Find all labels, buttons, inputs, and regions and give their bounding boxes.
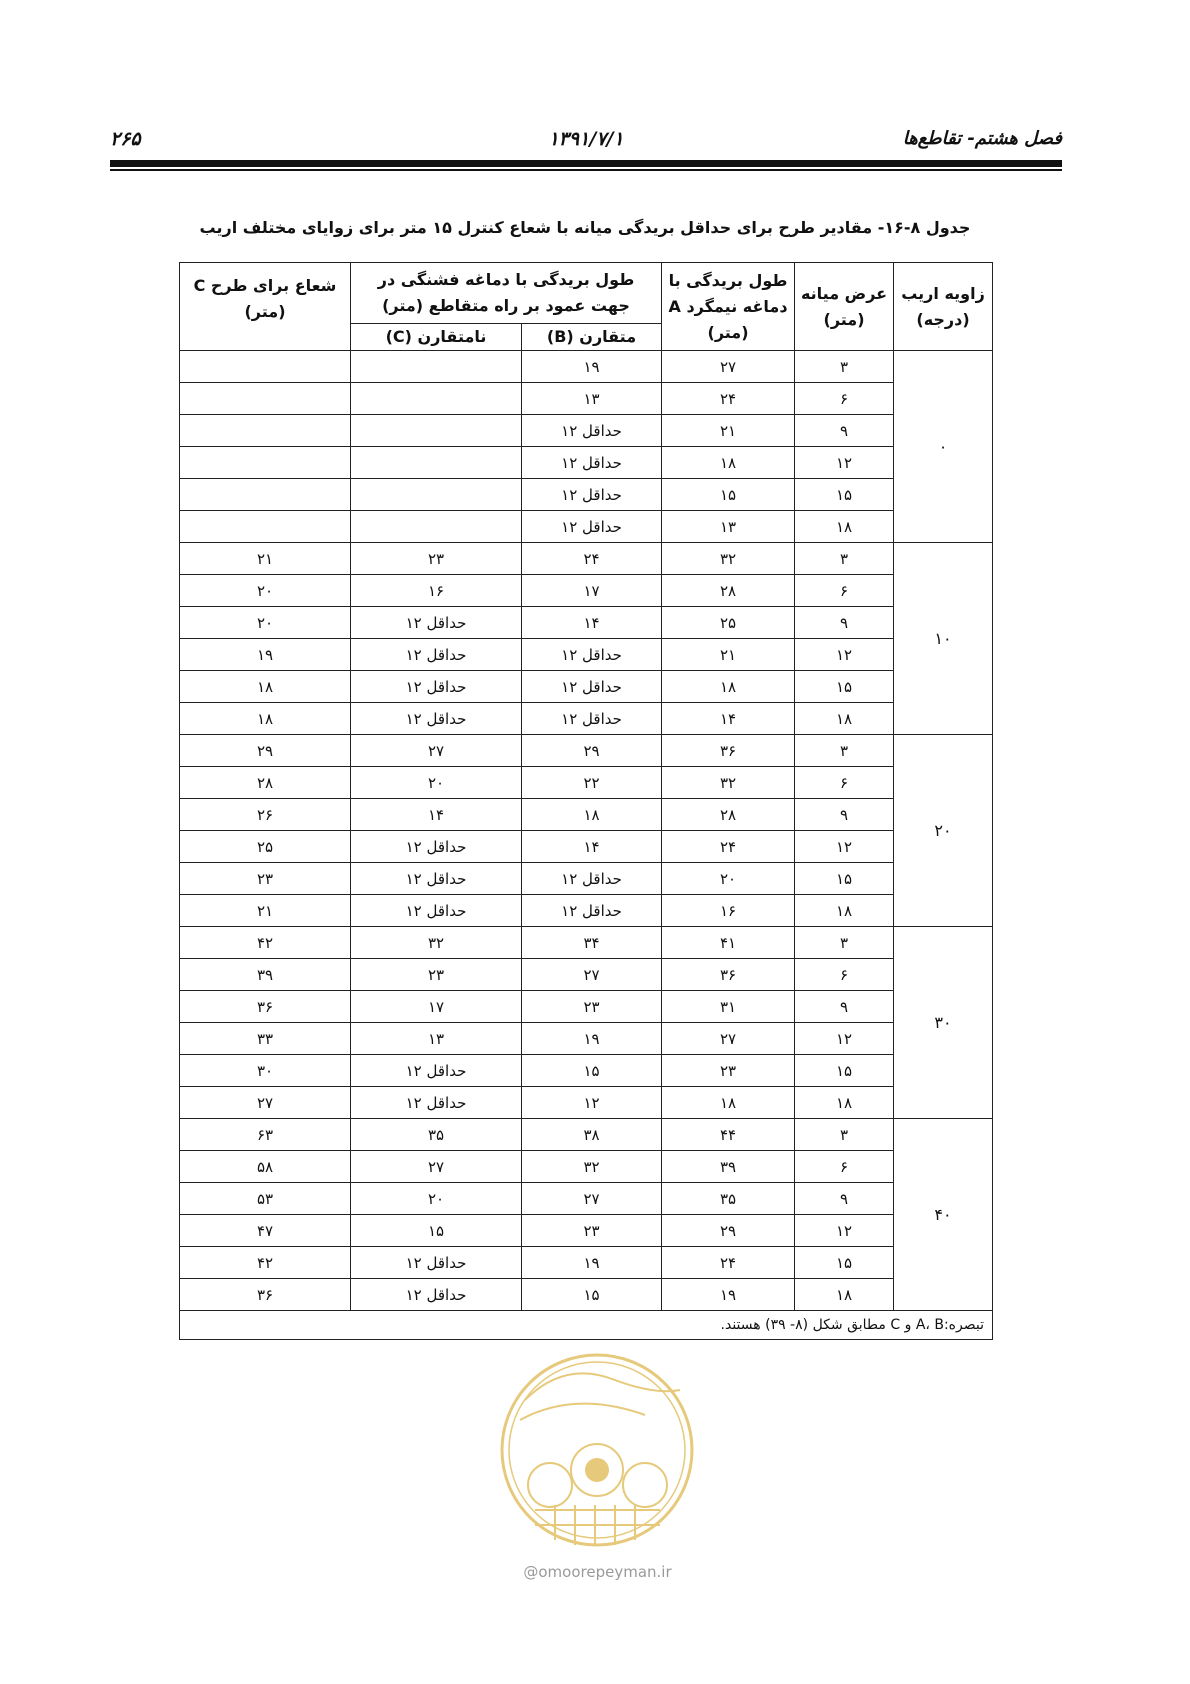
- median-width-cell: ۳: [795, 735, 894, 767]
- radius-c-cell: ۲۱: [180, 895, 351, 927]
- symmetric-b-cell: ۲۴: [522, 543, 662, 575]
- length-a-cell: ۲۳: [662, 1055, 795, 1087]
- symmetric-b-cell: ۱۴: [522, 831, 662, 863]
- asymmetric-c-cell: [351, 479, 522, 511]
- length-a-cell: ۳۶: [662, 735, 795, 767]
- skew-angle-cell: ۲۰: [894, 735, 993, 927]
- table-row: [180, 1087, 993, 1119]
- asymmetric-c-cell: حداقل ۱۲: [351, 1055, 522, 1087]
- symmetric-b-cell: حداقل ۱۲: [522, 415, 662, 447]
- table-note: تبصره:A، B و C مطابق شکل (۸- ۳۹) هستند.: [180, 1311, 993, 1340]
- median-width-cell: ۳: [795, 1119, 894, 1151]
- radius-c-cell: ۴۲: [180, 1247, 351, 1279]
- symmetric-b-cell: حداقل ۱۲: [522, 703, 662, 735]
- asymmetric-c-cell: حداقل ۱۲: [351, 703, 522, 735]
- header-length-a-unit: (متر): [707, 322, 749, 342]
- table-row: [180, 351, 993, 383]
- header-length-bullet: طول بریدگی با دماغه فشنگی در جهت عمود بر راه متقاطع (متر): [351, 263, 662, 324]
- radius-c-cell: ۲۸: [180, 767, 351, 799]
- table-row: [180, 383, 993, 415]
- median-width-cell: ۱۵: [795, 1055, 894, 1087]
- chapter-title: فصل هشتم- تقاطع‌ها: [902, 128, 1062, 149]
- page-header: [110, 128, 1062, 158]
- radius-c-cell: ۳۰: [180, 1055, 351, 1087]
- table-row: [180, 543, 993, 575]
- table-row: [180, 415, 993, 447]
- table-row: [180, 479, 993, 511]
- radius-c-cell: ۱۹: [180, 639, 351, 671]
- length-a-cell: ۳۱: [662, 991, 795, 1023]
- median-width-cell: ۱۵: [795, 479, 894, 511]
- symmetric-b-cell: حداقل ۱۲: [522, 639, 662, 671]
- median-width-cell: ۶: [795, 767, 894, 799]
- radius-c-cell: ۳۳: [180, 1023, 351, 1055]
- length-a-cell: ۲۵: [662, 607, 795, 639]
- asymmetric-c-cell: حداقل ۱۲: [351, 671, 522, 703]
- table-row: [180, 1119, 993, 1151]
- radius-c-cell: [180, 383, 351, 415]
- header-length-a-line2: دماغه نیمگرد A: [668, 296, 788, 316]
- length-a-cell: ۳۶: [662, 959, 795, 991]
- header-symmetric: متقارن (B): [522, 324, 662, 351]
- symmetric-b-cell: ۱۹: [522, 351, 662, 383]
- header-skew-angle-label: زاویه اریب: [901, 283, 985, 303]
- median-width-cell: ۳: [795, 543, 894, 575]
- length-a-cell: ۲۸: [662, 799, 795, 831]
- table-row: [180, 1183, 993, 1215]
- median-width-cell: ۶: [795, 383, 894, 415]
- table-row: [180, 799, 993, 831]
- median-width-cell: ۶: [795, 575, 894, 607]
- asymmetric-c-cell: ۱۳: [351, 1023, 522, 1055]
- symmetric-b-cell: حداقل ۱۲: [522, 863, 662, 895]
- length-a-cell: ۲۰: [662, 863, 795, 895]
- asymmetric-c-cell: ۳۲: [351, 927, 522, 959]
- symmetric-b-cell: ۱۹: [522, 1247, 662, 1279]
- table-row: [180, 1215, 993, 1247]
- symmetric-b-cell: ۲۲: [522, 767, 662, 799]
- symmetric-b-cell: ۱۸: [522, 799, 662, 831]
- median-width-cell: ۱۲: [795, 639, 894, 671]
- asymmetric-c-cell: حداقل ۱۲: [351, 895, 522, 927]
- length-a-cell: ۳۲: [662, 543, 795, 575]
- radius-c-cell: [180, 479, 351, 511]
- length-a-cell: ۲۹: [662, 1215, 795, 1247]
- median-width-cell: ۱۲: [795, 447, 894, 479]
- symmetric-b-cell: ۱۷: [522, 575, 662, 607]
- symmetric-b-cell: ۳۸: [522, 1119, 662, 1151]
- symmetric-b-cell: ۱۳: [522, 383, 662, 415]
- table-body: [180, 351, 993, 1340]
- header-radius-c-label: شعاع برای طرح C: [193, 276, 337, 295]
- symmetric-b-cell: ۲۳: [522, 991, 662, 1023]
- asymmetric-c-cell: ۱۶: [351, 575, 522, 607]
- symmetric-b-cell: ۱۵: [522, 1279, 662, 1311]
- length-a-cell: ۲۸: [662, 575, 795, 607]
- median-width-cell: ۱۸: [795, 511, 894, 543]
- symmetric-b-cell: ۲۳: [522, 1215, 662, 1247]
- header-length-a-line1: طول بریدگی با: [668, 270, 788, 290]
- skew-angle-cell: ۳۰: [894, 927, 993, 1119]
- median-width-cell: ۱۸: [795, 895, 894, 927]
- length-a-cell: ۴۴: [662, 1119, 795, 1151]
- length-a-cell: ۱۸: [662, 447, 795, 479]
- median-width-cell: ۱۵: [795, 671, 894, 703]
- radius-c-cell: ۵۳: [180, 1183, 351, 1215]
- length-a-cell: ۳۵: [662, 1183, 795, 1215]
- radius-c-cell: ۲۹: [180, 735, 351, 767]
- median-width-cell: ۹: [795, 415, 894, 447]
- radius-c-cell: ۳۶: [180, 991, 351, 1023]
- table-row: [180, 831, 993, 863]
- symmetric-b-cell: ۳۲: [522, 1151, 662, 1183]
- asymmetric-c-cell: حداقل ۱۲: [351, 607, 522, 639]
- median-width-cell: ۱۸: [795, 1087, 894, 1119]
- median-width-cell: ۹: [795, 607, 894, 639]
- table-row: [180, 607, 993, 639]
- median-width-cell: ۱۵: [795, 1247, 894, 1279]
- note-row: [180, 1311, 993, 1340]
- header-skew-angle-unit: (درجه): [916, 309, 970, 329]
- length-a-cell: ۱۵: [662, 479, 795, 511]
- radius-c-cell: [180, 511, 351, 543]
- length-a-cell: ۱۸: [662, 1087, 795, 1119]
- median-width-cell: ۶: [795, 1151, 894, 1183]
- median-width-cell: ۱۸: [795, 1279, 894, 1311]
- table-row: [180, 863, 993, 895]
- median-width-cell: ۶: [795, 959, 894, 991]
- radius-c-cell: ۶۳: [180, 1119, 351, 1151]
- length-a-cell: ۱۸: [662, 671, 795, 703]
- asymmetric-c-cell: ۲۰: [351, 1183, 522, 1215]
- asymmetric-c-cell: ۲۷: [351, 1151, 522, 1183]
- symmetric-b-cell: ۳۴: [522, 927, 662, 959]
- table-row: [180, 703, 993, 735]
- length-a-cell: ۳۹: [662, 1151, 795, 1183]
- header-length-a: [662, 263, 795, 351]
- length-a-cell: ۲۴: [662, 831, 795, 863]
- radius-c-cell: ۲۶: [180, 799, 351, 831]
- symmetric-b-cell: ۱۹: [522, 1023, 662, 1055]
- radius-c-cell: ۳۹: [180, 959, 351, 991]
- length-a-cell: ۱۹: [662, 1279, 795, 1311]
- asymmetric-c-cell: [351, 383, 522, 415]
- asymmetric-c-cell: حداقل ۱۲: [351, 1087, 522, 1119]
- table-row: [180, 511, 993, 543]
- length-a-cell: ۲۴: [662, 1247, 795, 1279]
- asymmetric-c-cell: ۱۷: [351, 991, 522, 1023]
- symmetric-b-cell: حداقل ۱۲: [522, 511, 662, 543]
- header-asymmetric: نامتقارن (C): [351, 324, 522, 351]
- table-row: [180, 447, 993, 479]
- page-number: ۲۶۵: [110, 128, 141, 150]
- table-row: [180, 1247, 993, 1279]
- radius-c-cell: [180, 447, 351, 479]
- symmetric-b-cell: حداقل ۱۲: [522, 479, 662, 511]
- symmetric-b-cell: ۱۵: [522, 1055, 662, 1087]
- median-width-cell: ۹: [795, 799, 894, 831]
- symmetric-b-cell: ۲۷: [522, 959, 662, 991]
- skew-angle-cell: ۴۰: [894, 1119, 993, 1311]
- median-width-cell: ۱۲: [795, 831, 894, 863]
- watermark-url: @omoorepeyman.ir: [523, 1563, 672, 1581]
- asymmetric-c-cell: ۳۵: [351, 1119, 522, 1151]
- radius-c-cell: ۲۰: [180, 575, 351, 607]
- table-row: [180, 575, 993, 607]
- radius-c-cell: ۴۷: [180, 1215, 351, 1247]
- header-skew-angle: [894, 263, 993, 351]
- length-a-cell: ۲۱: [662, 639, 795, 671]
- length-a-cell: ۲۷: [662, 1023, 795, 1055]
- asymmetric-c-cell: ۱۵: [351, 1215, 522, 1247]
- median-width-cell: ۱۲: [795, 1023, 894, 1055]
- symmetric-b-cell: ۱۴: [522, 607, 662, 639]
- table-row: [180, 927, 993, 959]
- median-width-cell: ۱۲: [795, 1215, 894, 1247]
- asymmetric-c-cell: ۲۳: [351, 543, 522, 575]
- median-width-cell: ۳: [795, 351, 894, 383]
- radius-c-cell: ۲۵: [180, 831, 351, 863]
- table-row: [180, 735, 993, 767]
- header-date: ۱۳۹۱/۷/۱: [548, 128, 624, 150]
- asymmetric-c-cell: حداقل ۱۲: [351, 863, 522, 895]
- length-a-cell: ۲۱: [662, 415, 795, 447]
- table-row: [180, 1023, 993, 1055]
- asymmetric-c-cell: حداقل ۱۲: [351, 1279, 522, 1311]
- radius-c-cell: ۵۸: [180, 1151, 351, 1183]
- asymmetric-c-cell: [351, 351, 522, 383]
- asymmetric-c-cell: ۱۴: [351, 799, 522, 831]
- asymmetric-c-cell: ۲۳: [351, 959, 522, 991]
- header-rule-thick: [110, 160, 1062, 167]
- symmetric-b-cell: ۲۹: [522, 735, 662, 767]
- radius-c-cell: ۲۱: [180, 543, 351, 575]
- watermark-logo-icon: [495, 1340, 700, 1560]
- length-a-cell: ۱۳: [662, 511, 795, 543]
- table-row: [180, 639, 993, 671]
- radius-c-cell: ۱۸: [180, 671, 351, 703]
- table-row: [180, 1279, 993, 1311]
- table-caption: جدول ۸-۱۶- مقادیر طرح برای حداقل بریدگی میانه با شعاع کنترل ۱۵ متر برای زوایای مختلف اریب: [199, 218, 971, 237]
- asymmetric-c-cell: [351, 447, 522, 479]
- asymmetric-c-cell: حداقل ۱۲: [351, 1247, 522, 1279]
- header-radius-c-unit: (متر): [244, 302, 286, 321]
- radius-c-cell: [180, 351, 351, 383]
- header-median-width: [795, 263, 894, 351]
- header-median-width-label: عرض میانه: [800, 283, 888, 303]
- length-a-cell: ۱۶: [662, 895, 795, 927]
- length-a-cell: ۳۲: [662, 767, 795, 799]
- symmetric-b-cell: حداقل ۱۲: [522, 895, 662, 927]
- symmetric-b-cell: ۱۲: [522, 1087, 662, 1119]
- radius-c-cell: ۲۰: [180, 607, 351, 639]
- skew-angle-cell: ۰: [894, 351, 993, 543]
- median-width-cell: ۱۵: [795, 863, 894, 895]
- symmetric-b-cell: حداقل ۱۲: [522, 671, 662, 703]
- table-row: [180, 1055, 993, 1087]
- table-row: [180, 895, 993, 927]
- length-a-cell: ۲۷: [662, 351, 795, 383]
- radius-c-cell: ۴۲: [180, 927, 351, 959]
- length-a-cell: ۴۱: [662, 927, 795, 959]
- asymmetric-c-cell: ۲۷: [351, 735, 522, 767]
- length-a-cell: ۱۴: [662, 703, 795, 735]
- median-width-cell: ۹: [795, 1183, 894, 1215]
- symmetric-b-cell: حداقل ۱۲: [522, 447, 662, 479]
- radius-c-cell: ۲۳: [180, 863, 351, 895]
- radius-c-cell: ۳۶: [180, 1279, 351, 1311]
- radius-c-cell: [180, 415, 351, 447]
- design-values-table: [179, 262, 993, 1340]
- asymmetric-c-cell: حداقل ۱۲: [351, 639, 522, 671]
- radius-c-cell: ۱۸: [180, 703, 351, 735]
- asymmetric-c-cell: ۲۰: [351, 767, 522, 799]
- skew-angle-cell: ۱۰: [894, 543, 993, 735]
- asymmetric-c-cell: [351, 511, 522, 543]
- table-row: [180, 1151, 993, 1183]
- header-rule-thin: [110, 169, 1062, 171]
- header-median-width-unit: (متر): [823, 309, 865, 329]
- median-width-cell: ۳: [795, 927, 894, 959]
- table-row: [180, 767, 993, 799]
- table-row: [180, 671, 993, 703]
- symmetric-b-cell: ۲۷: [522, 1183, 662, 1215]
- asymmetric-c-cell: [351, 415, 522, 447]
- header-radius-c: [180, 263, 351, 351]
- median-width-cell: ۱۸: [795, 703, 894, 735]
- radius-c-cell: ۲۷: [180, 1087, 351, 1119]
- table-row: [180, 959, 993, 991]
- table-row: [180, 991, 993, 1023]
- median-width-cell: ۹: [795, 991, 894, 1023]
- asymmetric-c-cell: حداقل ۱۲: [351, 831, 522, 863]
- length-a-cell: ۲۴: [662, 383, 795, 415]
